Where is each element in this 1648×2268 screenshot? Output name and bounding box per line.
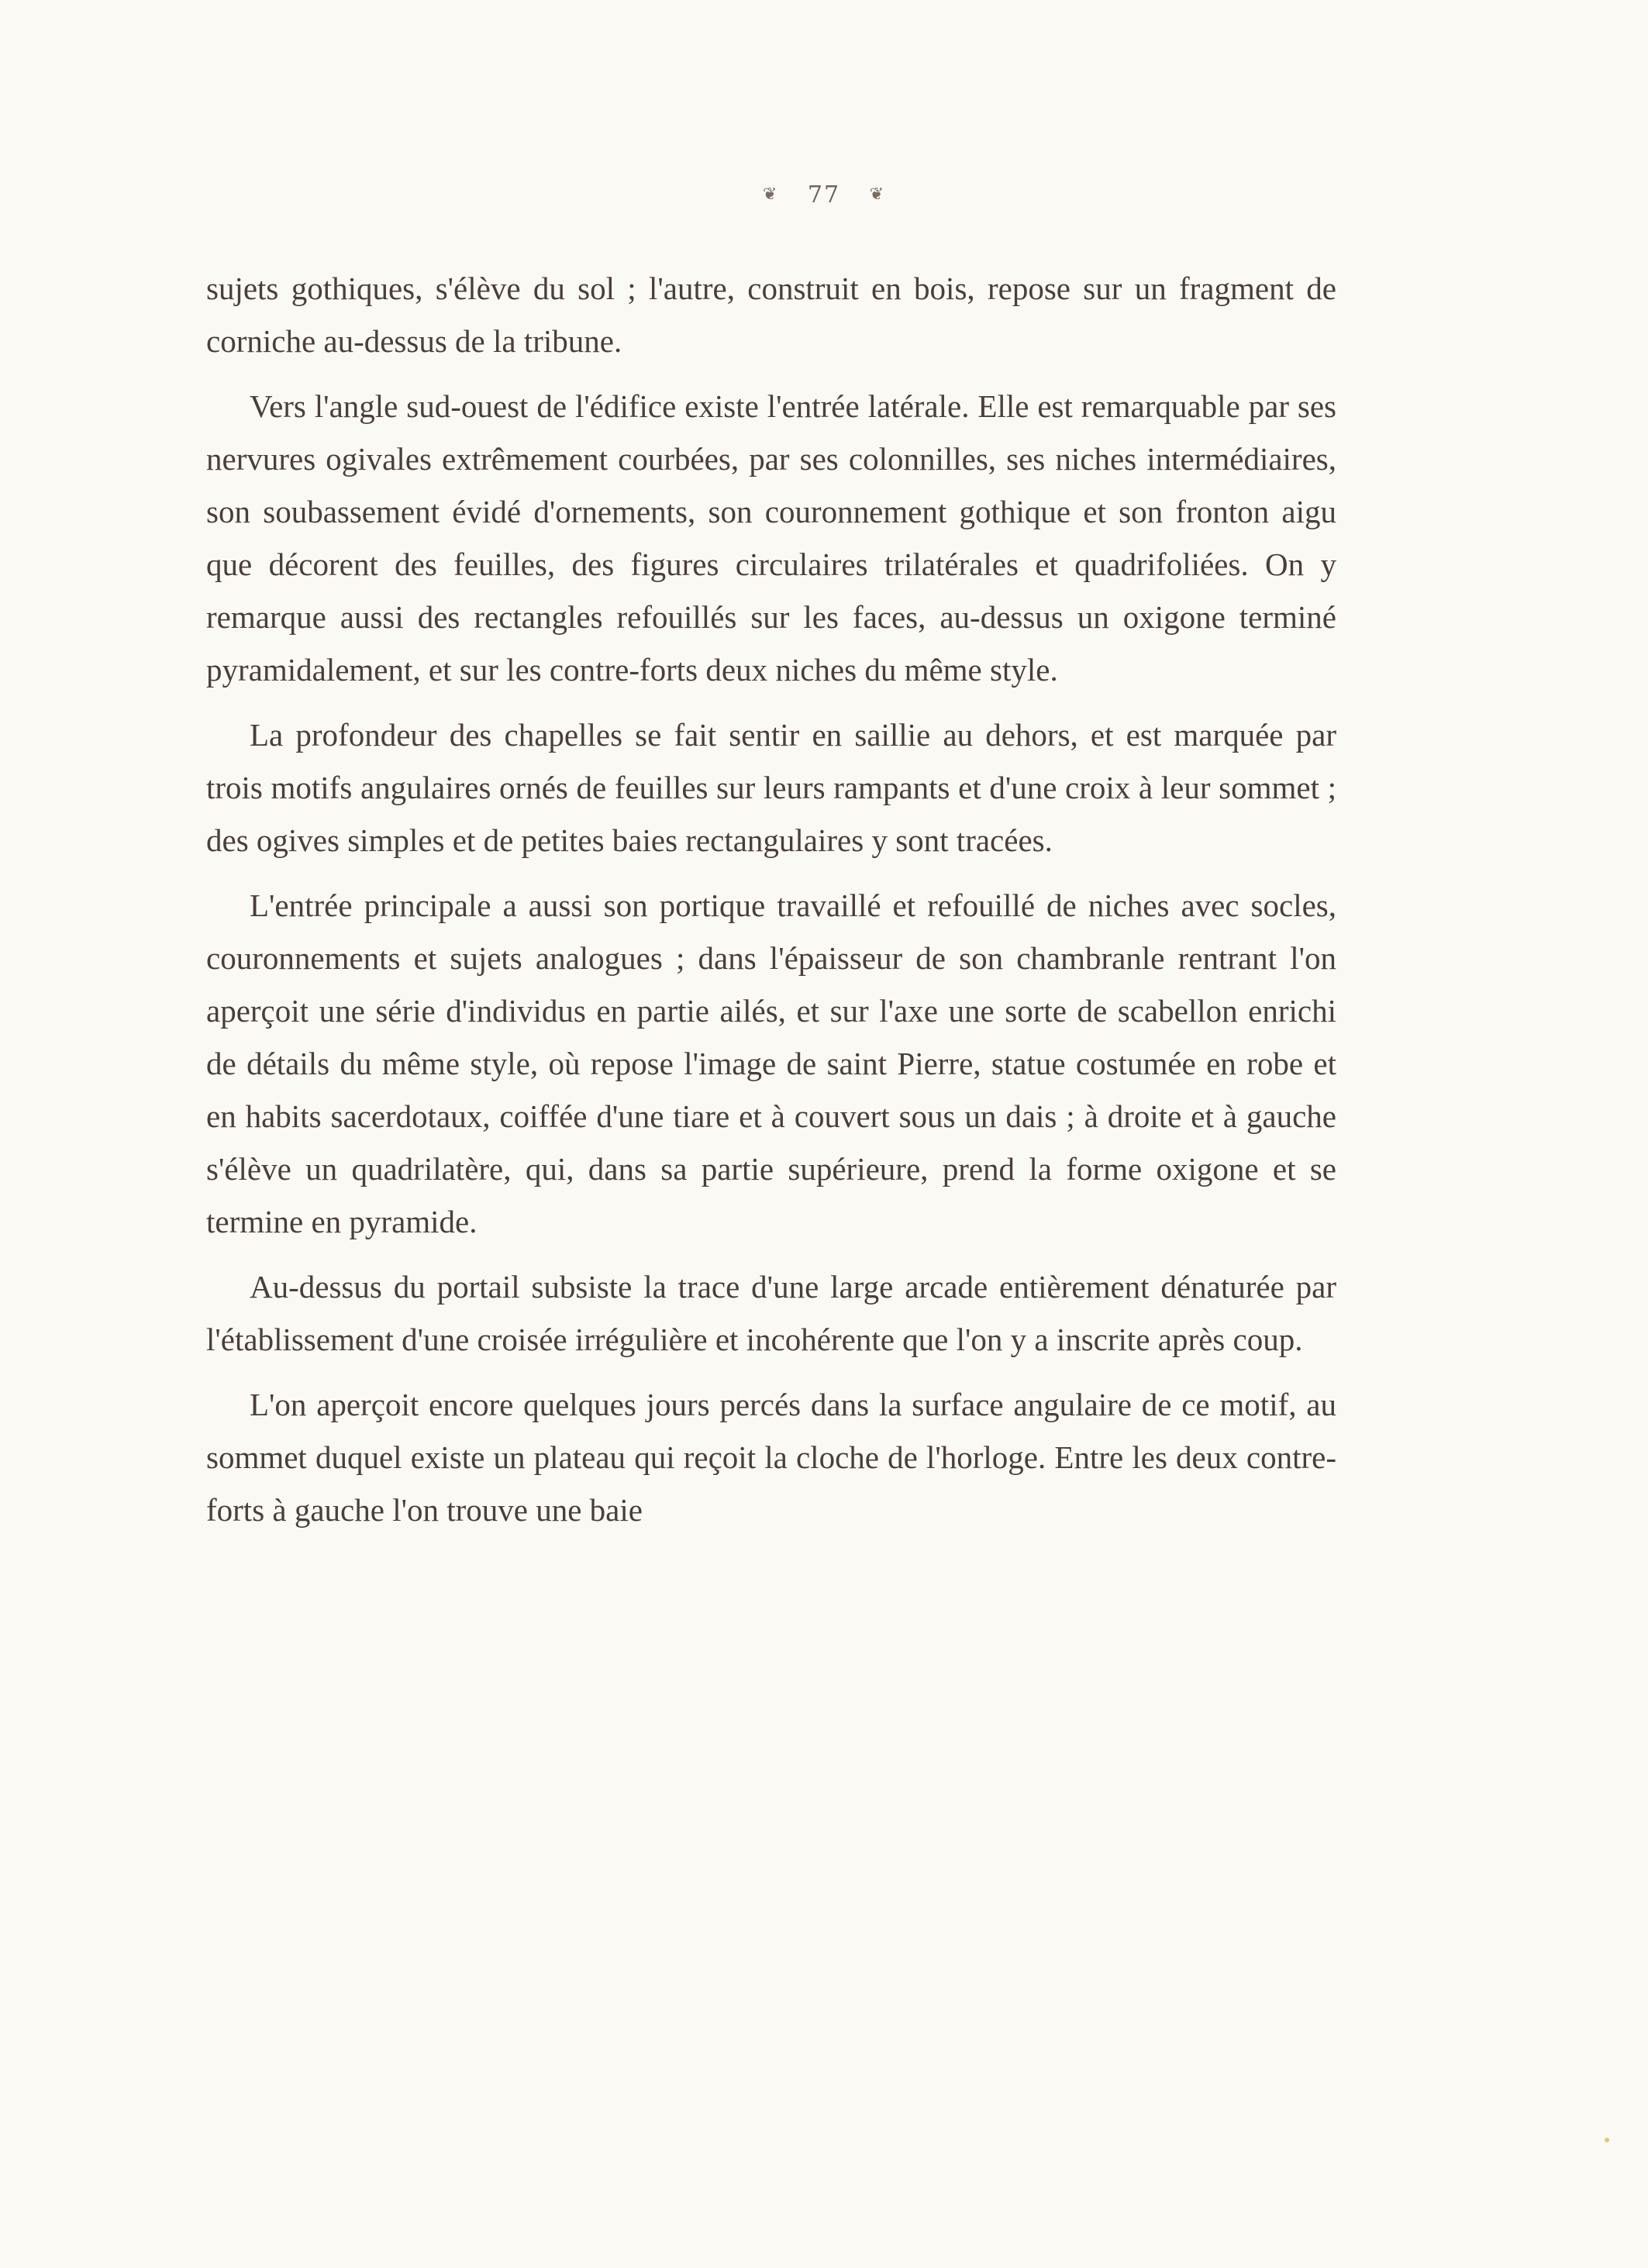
paragraph-2: Vers l'angle sud-ouest de l'édifice existe l'entrée latérale. Elle est remarquable par ses nervures ogivales extrêmement courbées, par ses colonnilles, ses niches intermédiaires, son soubassement évidé d'ornements, son couronnement gothique et son fronton aigu que décorent des feuilles, des figures circulaires trilatérales et quadrifoliées. On y remarque aussi des rectangles refouillés sur les faces, au-dessus un oxigone terminé pyramidalement, et sur les contre-forts deux niches du même style. bbox=[206, 388, 1336, 688]
paragraph-6: L'on aperçoit encore quelques jours percés dans la surface angulaire de ce motif, au sommet duquel existe un plateau qui reçoit la cloche de l'horloge. Entre les deux contre-forts à gauche l'on trouve une baie bbox=[206, 1387, 1336, 1528]
page-header bbox=[0, 180, 1648, 209]
paragraph-1: sujets gothiques, s'élève du sol ; l'autre, construit en bois, repose sur un fragment de corniche au-dessus de la tribune. bbox=[206, 271, 1336, 359]
paragraph-3: La profondeur des chapelles se fait sentir en saillie au dehors, et est marquée par trois motifs angulaires ornés de feuilles sur leurs rampants et d'une croix à leur sommet ; des ogives simples et de petites baies rectangulaires y sont tracées. bbox=[206, 717, 1336, 858]
paper-speck bbox=[1605, 2138, 1609, 2142]
page-number: 77 bbox=[807, 181, 841, 209]
paragraph-4: L'entrée principale a aussi son portique travaillé et refouillé de niches avec socles, couronnements et sujets analogues ; dans l'épaisseur de son chambranle rentrant l'on aperçoit une série d'individus en partie ailés, et sur l'axe une sorte de scabellon enrichi de détails du même style, où repose l'image de saint Pierre, statue costumée en robe et en habits sacerdotaux, coiffée d'une tiare et à couvert sous un dais ; à droite et à gauche s'élève un quadrilatère, qui, dans sa partie supérieure, prend la forme oxigone et se termine en pyramide. bbox=[206, 888, 1336, 1239]
ornament-left-icon: ❦ bbox=[762, 184, 779, 205]
paragraph-5: Au-dessus du portail subsiste la trace d'une large arcade entièrement dénaturée par l'établissement d'une croisée irrégulière et incohérente que l'on y a inscrite après coup. bbox=[206, 1269, 1336, 1357]
ornament-right-icon: ❦ bbox=[869, 184, 886, 205]
body-text bbox=[206, 262, 1336, 1549]
